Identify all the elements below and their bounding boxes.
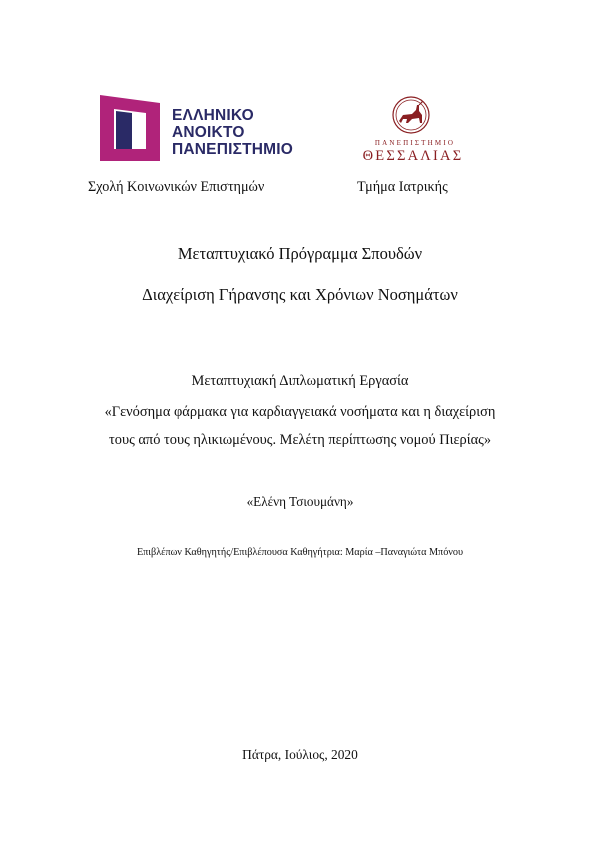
eap-logo-line2: ΑΝΟΙΚΤΟ	[172, 124, 245, 141]
department-left: Σχολή Κοινωνικών Επιστημών	[88, 179, 265, 195]
thesis-type: Μεταπτυχιακή Διπλωματική Εργασία	[191, 373, 409, 389]
thesis-title-line2: τους από τους ηλικιωμένους. Μελέτη περίπτωσης νομού Πιερίας»	[108, 432, 492, 448]
centaur-emblem-icon	[386, 95, 436, 135]
program-subtitle: Διαχείριση Γήρανσης και Χρόνιων Νοσημάτων	[142, 285, 458, 304]
uth-logo-line1: ΠΑΝΕΠΙΣΤΗΜΙΟ	[374, 139, 456, 147]
uth-logo-line2: ΘΕΣΣΑΛΙΑΣ	[362, 148, 464, 164]
place-date: Πάτρα, Ιούλιος, 2020	[242, 747, 358, 762]
uth-logo	[352, 95, 470, 167]
supervisor-line: Επιβλέπων Καθηγητής/Επιβλέπουσα Καθηγήτρια: Μαρία –Παναγιώτα Μπόνου	[136, 547, 464, 558]
program-title: Μεταπτυχιακό Πρόγραμμα Σπουδών	[177, 244, 423, 263]
eap-emblem-icon	[98, 93, 168, 165]
department-right: Τμήμα Ιατρικής	[357, 179, 448, 195]
author-name: «Ελένη Τσιουμάνη»	[246, 494, 354, 509]
eap-logo	[98, 93, 294, 165]
eap-logo-line1: ΕΛΛΗΝΙΚΟ	[172, 107, 254, 124]
eap-logo-line3: ΠΑΝΕΠΙΣΤΗΜΙΟ	[172, 141, 294, 158]
thesis-title-line1: «Γενόσημα φάρμακα για καρδιαγγειακά νοσήματα και η διαχείριση	[104, 404, 496, 420]
